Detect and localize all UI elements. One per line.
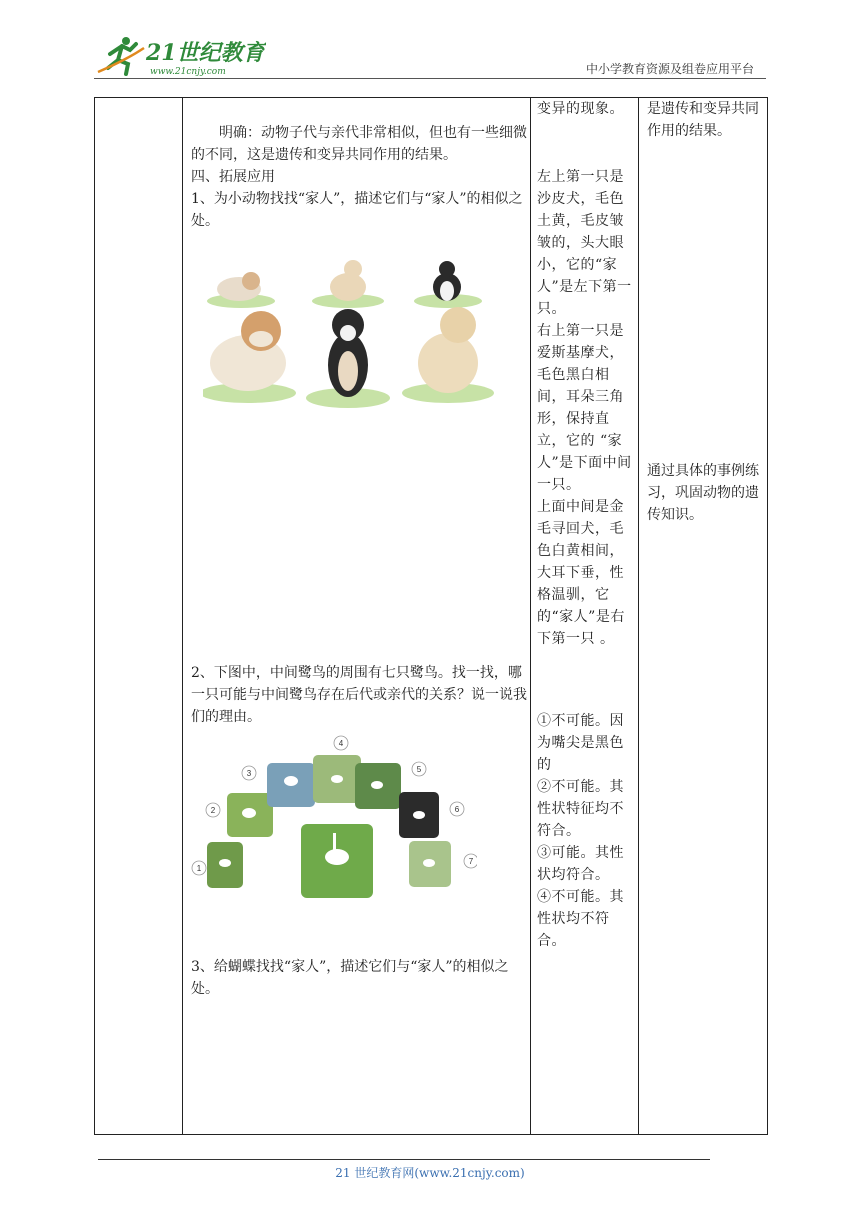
design-intent-cell	[647, 98, 763, 142]
site-logo	[96, 32, 266, 78]
bird-label-3: 3	[246, 769, 252, 778]
question-1: 1、为小动物找找“家人”，描述它们与“家人”的相似之处。	[191, 191, 523, 229]
egret-answer-3: ③可能。其性状均符合。	[537, 845, 624, 883]
dogs-illustration	[203, 253, 503, 413]
labrador-puppy-image	[312, 260, 384, 308]
footer-divider	[98, 1159, 710, 1160]
intent-text-1: 是遗传和变异共同作用的结果。	[647, 101, 759, 139]
column-divider	[530, 98, 531, 1134]
bird-label-7: 7	[468, 857, 474, 866]
bird-label-2: 2	[210, 806, 216, 815]
answer-shar-pei: 左上第一只是沙皮犬，毛色土黄，毛皮皱皱的，头大眼小，它的“家人”是左下第一只。	[537, 169, 632, 317]
student-activity-cell	[537, 98, 633, 120]
bulldog-puppy-image	[207, 272, 275, 308]
section-heading: 四、拓展应用	[191, 169, 275, 185]
footer-text: 21 世纪教育网(www.21cnjy.com)	[335, 1166, 525, 1180]
bulldog-adult-image	[203, 311, 296, 403]
column-divider	[638, 98, 639, 1134]
bird-label-1: 1	[196, 864, 202, 873]
conclusion-text: 明确：动物子代与亲代非常相似，但也有一些细微的不同，这是遗传和变异共同作用的结果。	[191, 125, 527, 163]
runner-logo-icon	[98, 37, 144, 74]
labrador-adult-image	[402, 307, 494, 403]
question-3-cell	[191, 956, 527, 1000]
answer-golden: 上面中间是金毛寻回犬，毛色白黄相间，大耳下垂，性格温驯，它的“家人”是右下第一只 。	[537, 499, 625, 647]
logo-url: www.21cnjy.com	[150, 67, 226, 77]
question-2: 2、下图中，中间鹭鸟的周围有七只鹭鸟。找一找，哪一只可能与中间鹭鸟存在后代或亲代的关系？说一说我们的理由。	[191, 665, 527, 725]
egret-answer-4: ④不可能。其性状均不符合。	[537, 889, 624, 949]
question-2-cell	[191, 662, 527, 728]
header-divider	[94, 78, 766, 79]
egret-answer-1: ①不可能。因为嘴尖是黑色的	[537, 713, 624, 773]
design-intent-cell-2	[647, 460, 763, 526]
egret-answer-2: ②不可能。其性状特征均不符合。	[537, 779, 624, 839]
bird-label-5: 5	[416, 765, 422, 774]
intent-text-2: 通过具体的事例练习，巩固动物的遗传知识。	[647, 463, 759, 523]
lesson-table	[94, 97, 768, 1135]
platform-title: 中小学教育资源及组卷应用平台	[585, 62, 754, 76]
egret-answers-cell	[537, 710, 633, 952]
logo-text: 21世纪教育	[146, 40, 265, 66]
bird-label-6: 6	[454, 805, 460, 814]
husky-puppy-image	[414, 261, 482, 308]
question-3: 3、给蝴蝶找找“家人”，描述它们与“家人”的相似之处。	[191, 959, 509, 997]
variation-text: 变异的现象。	[537, 101, 624, 117]
dog-answers-cell	[537, 166, 633, 650]
teaching-content-cell	[191, 122, 527, 232]
column-divider	[182, 98, 183, 1134]
egrets-illustration	[187, 735, 477, 901]
answer-husky: 右上第一只是爱斯基摩犬，毛色黑白相间，耳朵三角形，保持直立，它的 “家人”是下面中间一只。	[537, 323, 632, 493]
husky-adult-image	[306, 309, 390, 408]
bird-label-4: 4	[338, 739, 344, 748]
